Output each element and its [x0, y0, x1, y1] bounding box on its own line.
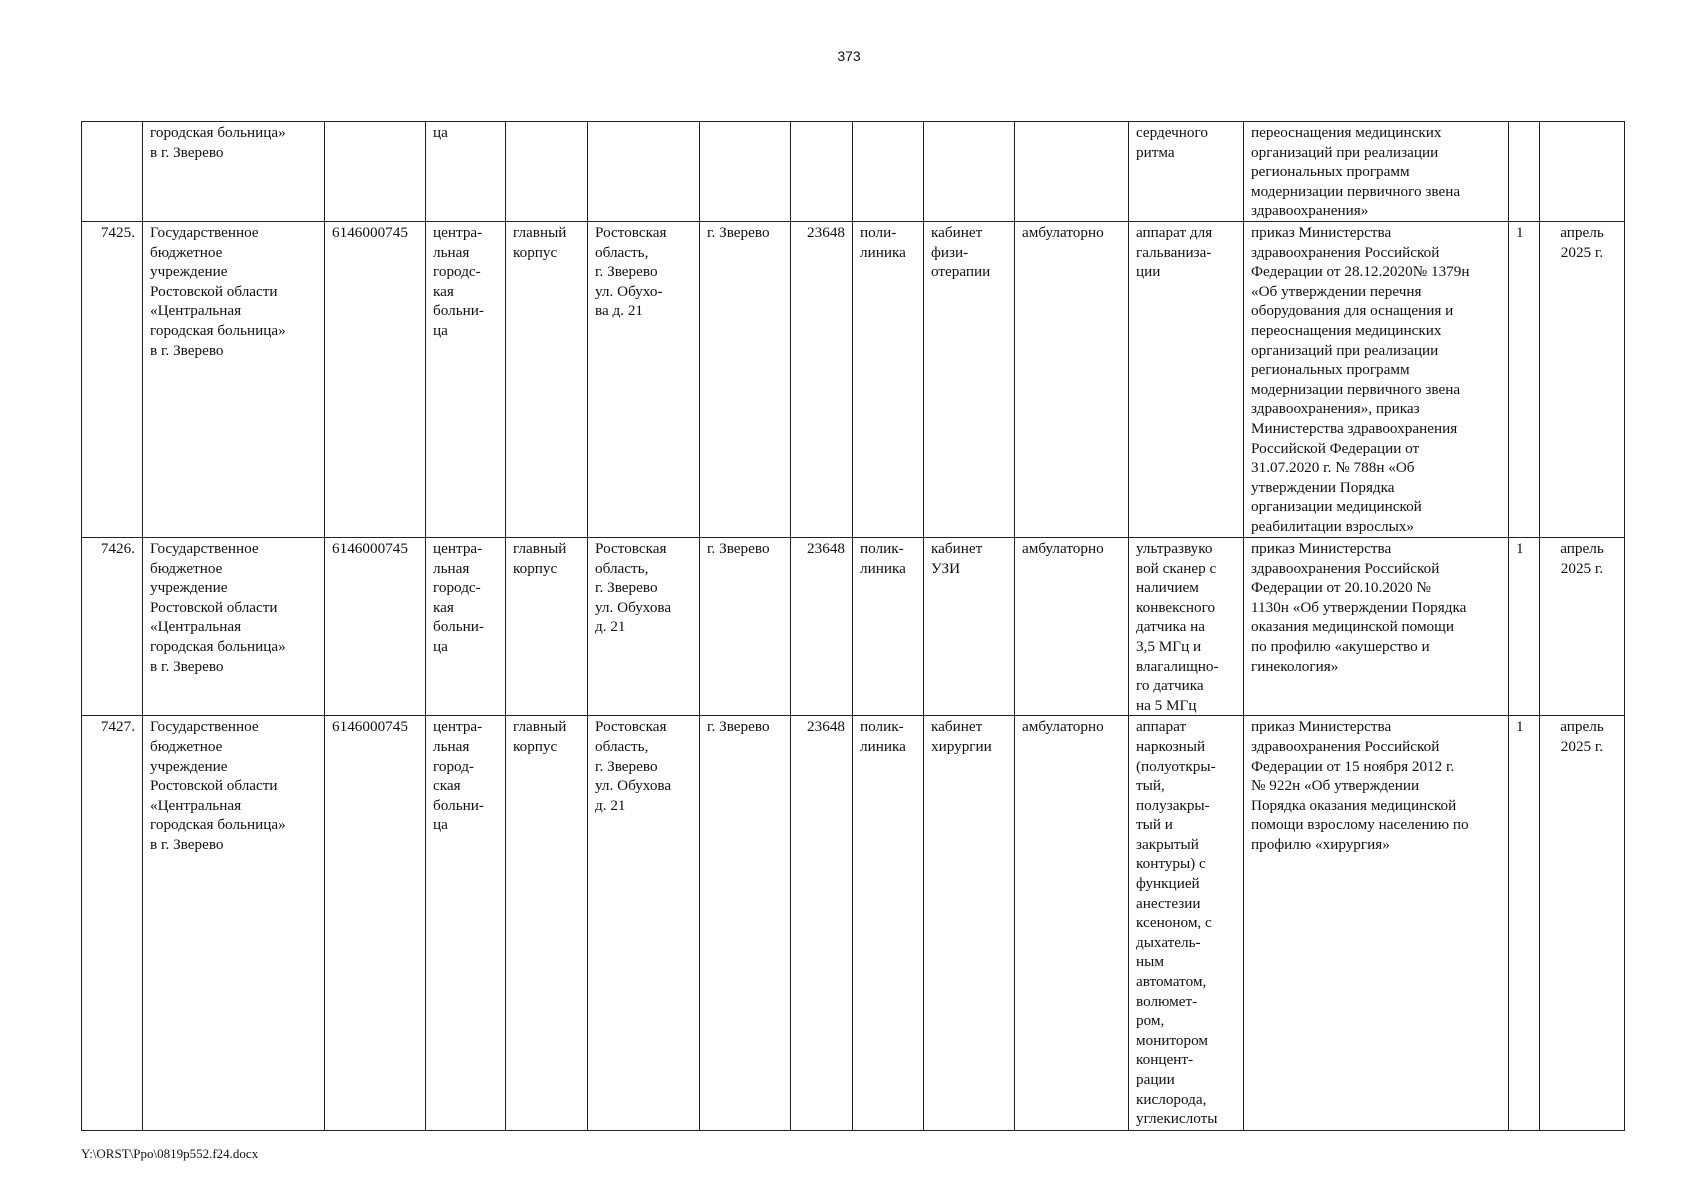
cell-legal-basis: [1244, 537, 1509, 715]
cell-date: [1540, 122, 1625, 222]
cell-line: ва д. 21: [595, 302, 644, 320]
cell-line: здравоохранения Российской: [1251, 243, 1440, 261]
cell-code: 23648: [791, 221, 853, 537]
cell-line: учреждение: [150, 757, 228, 775]
cell-inn: 6146000745: [325, 221, 426, 537]
cell-line: на 5 МГц: [1136, 696, 1197, 714]
table-body: [82, 122, 1625, 1131]
cell-line: Российской Федерации от: [1251, 439, 1420, 457]
cell-line: углекислоты: [1136, 1110, 1218, 1128]
cell-quantity: 1: [1509, 537, 1540, 715]
cell-line: концент-: [1136, 1051, 1194, 1069]
cell-line: Федерации от 28.12.2020№ 1379н: [1251, 263, 1470, 281]
cell-line: «Центральная: [150, 302, 242, 320]
cell-line: Государственное: [150, 539, 259, 557]
cell-line: учреждение: [150, 263, 228, 281]
cell-line: г. Зверево: [595, 757, 658, 775]
cell-line: г. Зверево: [595, 579, 658, 597]
cell-line: городская больница»: [150, 321, 286, 339]
cell-line: кабинет: [931, 718, 983, 736]
cell-city: г. Зверево: [700, 537, 791, 715]
cell-line: корпус: [513, 243, 558, 261]
cell-line: оказания медицинской помощи: [1251, 618, 1454, 636]
cell-line: корпус: [513, 559, 558, 577]
cell-line: «Центральная: [150, 618, 242, 636]
cell-line: утверждении Порядка: [1251, 478, 1395, 496]
cell-line: здравоохранения»: [1251, 202, 1369, 220]
cell-number: 7425.: [82, 221, 143, 537]
cell-line: область,: [595, 559, 649, 577]
cell-inn: 6146000745: [325, 716, 426, 1131]
cell-unit: [853, 221, 924, 537]
cell-line: ции: [1136, 263, 1161, 281]
cell-line: 3,5 МГц и: [1136, 637, 1202, 655]
cell-line: область,: [595, 243, 649, 261]
cell-line: городс-: [433, 579, 481, 597]
cell-line: центра-: [433, 539, 483, 557]
cell-line: дыхатель-: [1136, 933, 1201, 951]
cell-facility-type: [426, 221, 506, 537]
cell-line: рации: [1136, 1071, 1175, 1088]
cell-line: поли-: [860, 223, 897, 241]
cell-line: го датчика: [1136, 677, 1204, 695]
cell-equipment: [1129, 122, 1244, 222]
cell-line: главный: [513, 223, 567, 241]
cell-line: ным: [1136, 953, 1164, 971]
cell-facility-type: [426, 716, 506, 1131]
cell-quantity: 1: [1509, 221, 1540, 537]
cell-equipment: [1129, 537, 1244, 715]
cell-line: Государственное: [150, 718, 259, 736]
cell-address: [588, 122, 700, 222]
cell-organization: [143, 122, 325, 222]
cell-line: оборудования для оснащения и: [1251, 302, 1454, 320]
cell-line: в г. Зверево: [150, 341, 224, 359]
cell-care-mode: амбулаторно: [1015, 537, 1129, 715]
cell-address: [588, 221, 700, 537]
cell-line: ул. Обухова: [595, 598, 672, 616]
cell-line: центра-: [433, 223, 483, 241]
cell-line: гинекология»: [1251, 657, 1339, 675]
cell-date: [1540, 221, 1625, 537]
cell-number: 7426.: [82, 537, 143, 715]
cell-building: [506, 122, 588, 222]
cell-care-mode: [1015, 122, 1129, 222]
cell-line: главный: [513, 539, 567, 557]
cell-line: в г. Зверево: [150, 835, 224, 853]
cell-line: больни-: [433, 618, 484, 636]
footer-file-path: Y:\ORST\Ppo\0819p552.f24.docx: [81, 1146, 259, 1161]
cell-line: региональных программ: [1251, 361, 1410, 379]
cell-line: апрель: [1560, 223, 1604, 241]
cell-line: полузакры-: [1136, 796, 1210, 814]
cell-line: «Центральная: [150, 796, 242, 814]
cell-city: г. Зверево: [700, 716, 791, 1131]
cell-line: организации медицинской: [1251, 498, 1422, 516]
cell-equipment: [1129, 716, 1244, 1131]
cell-line: кабинет: [931, 539, 983, 557]
cell-line: «Об утверждении перечня: [1251, 282, 1422, 300]
cell-line: здравоохранения Российской: [1251, 559, 1440, 577]
cell-care-mode: амбулаторно: [1015, 716, 1129, 1131]
cell-line: бюджетное: [150, 559, 223, 577]
cell-line: 2025 г.: [1560, 559, 1604, 577]
cell-line: линика: [860, 737, 906, 755]
cell-line: ул. Обухова: [595, 777, 672, 795]
cell-room: [924, 537, 1015, 715]
cell-line: городская больница»: [150, 816, 286, 834]
cell-line: Ростовская: [595, 223, 667, 241]
cell-line: автоматом,: [1136, 973, 1207, 991]
cell-care-mode: амбулаторно: [1015, 221, 1129, 537]
cell-line: здравоохранения Российской: [1251, 737, 1440, 755]
cell-unit: [853, 716, 924, 1131]
cell-line: (полуоткры-: [1136, 757, 1216, 775]
cell-line: кабинет: [931, 223, 983, 241]
cell-number: 7427.: [82, 716, 143, 1131]
cell-line: организаций при реализации: [1251, 341, 1439, 359]
cell-line: физи-: [931, 243, 969, 261]
cell-line: реабилитации взрослых»: [1251, 517, 1415, 535]
cell-line: датчика на: [1136, 618, 1206, 636]
cell-code: 23648: [791, 716, 853, 1131]
cell-line: в г. Зверево: [150, 657, 224, 675]
cell-address: [588, 537, 700, 715]
cell-line: ксеноном, с: [1136, 914, 1212, 932]
table-row: [82, 716, 1625, 1131]
cell-line: аппарат для: [1136, 223, 1213, 241]
cell-line: влагалищно-: [1136, 657, 1219, 675]
cell-line: городская больница»: [150, 124, 286, 141]
cell-line: Ростовской области: [150, 282, 278, 300]
cell-quantity: 1: [1509, 716, 1540, 1131]
cell-line: анестезии: [1136, 894, 1201, 912]
cell-line: городская больница»: [150, 637, 286, 655]
cell-building: [506, 537, 588, 715]
cell-line: приказ Министерства: [1251, 223, 1392, 241]
cell-organization: [143, 221, 325, 537]
cell-line: переоснащения медицинских: [1251, 124, 1442, 141]
cell-line: Ростовской области: [150, 777, 278, 795]
cell-line: Ростовская: [595, 718, 667, 736]
cell-line: УЗИ: [931, 559, 961, 577]
cell-line: ритма: [1136, 143, 1175, 161]
table-row: [82, 122, 1625, 222]
cell-room: [924, 221, 1015, 537]
cell-equipment: [1129, 221, 1244, 537]
cell-facility-type: [426, 122, 506, 222]
cell-unit: [853, 537, 924, 715]
cell-line: учреждение: [150, 579, 228, 597]
cell-code: 23648: [791, 537, 853, 715]
cell-line: город-: [433, 757, 474, 775]
cell-line: полик-: [860, 718, 904, 736]
cell-line: Ростовской области: [150, 598, 278, 616]
cell-line: центра-: [433, 718, 483, 736]
cell-line: главный: [513, 718, 567, 736]
cell-line: хирургии: [931, 737, 992, 755]
cell-facility-type: [426, 537, 506, 715]
cell-line: кая: [433, 282, 454, 300]
cell-line: 1130н «Об утверждении Порядка: [1251, 598, 1467, 616]
cell-line: больни-: [433, 302, 484, 320]
cell-address: [588, 716, 700, 1131]
cell-line: полик-: [860, 539, 904, 557]
cell-line: модернизации первичного звена: [1251, 380, 1461, 398]
cell-line: контуры) с: [1136, 855, 1206, 873]
cell-line: г. Зверево: [595, 263, 658, 281]
cell-line: профилю «хирургия»: [1251, 835, 1390, 853]
cell-line: закрытый: [1136, 835, 1199, 853]
cell-line: сердечного: [1136, 124, 1208, 141]
table-row: [82, 537, 1625, 715]
cell-line: льная: [433, 559, 470, 577]
cell-line: наличием: [1136, 579, 1199, 597]
cell-line: бюджетное: [150, 737, 223, 755]
cell-line: линика: [860, 559, 906, 577]
cell-line: городс-: [433, 263, 481, 281]
cell-organization: [143, 716, 325, 1131]
cell-line: апрель: [1560, 539, 1604, 557]
cell-line: ца: [433, 637, 448, 655]
cell-line: льная: [433, 737, 470, 755]
cell-line: функцией: [1136, 875, 1200, 893]
cell-line: Министерства здравоохранения: [1251, 419, 1458, 437]
cell-line: ультразвуко: [1136, 539, 1213, 557]
cell-line: Порядка оказания медицинской: [1251, 796, 1457, 814]
cell-line: ул. Обухо-: [595, 282, 663, 300]
cell-line: модернизации первичного звена: [1251, 182, 1461, 200]
cell-line: ром,: [1136, 1012, 1165, 1030]
cell-room: [924, 122, 1015, 222]
cell-line: региональных программ: [1251, 163, 1410, 181]
cell-line: здравоохранения», приказ: [1251, 400, 1420, 418]
cell-line: область,: [595, 737, 649, 755]
cell-building: [506, 221, 588, 537]
cell-organization: [143, 537, 325, 715]
cell-line: монитором: [1136, 1031, 1208, 1049]
cell-line: тый,: [1136, 777, 1165, 795]
cell-line: аппарат: [1136, 718, 1187, 736]
cell-line: 2025 г.: [1560, 737, 1604, 755]
cell-city: [700, 122, 791, 222]
cell-line: гальваниза-: [1136, 243, 1212, 261]
cell-legal-basis: [1244, 221, 1509, 537]
cell-legal-basis: [1244, 122, 1509, 222]
cell-code: [791, 122, 853, 222]
cell-quantity: [1509, 122, 1540, 222]
cell-line: по профилю «акушерство и: [1251, 637, 1430, 655]
cell-line: д. 21: [595, 618, 626, 636]
cell-line: апрель: [1560, 718, 1604, 736]
cell-line: ца: [433, 124, 448, 141]
cell-line: льная: [433, 243, 470, 261]
cell-city: г. Зверево: [700, 221, 791, 537]
cell-line: Государственное: [150, 223, 259, 241]
cell-line: кая: [433, 598, 454, 616]
cell-line: ца: [433, 816, 448, 834]
cell-line: 31.07.2020 г. № 788н «Об: [1251, 459, 1415, 477]
cell-building: [506, 716, 588, 1131]
cell-line: переоснащения медицинских: [1251, 321, 1442, 339]
cell-line: бюджетное: [150, 243, 223, 261]
cell-unit: [853, 122, 924, 222]
cell-room: [924, 716, 1015, 1131]
cell-line: Федерации от 15 ноября 2012 г.: [1251, 757, 1455, 775]
equipment-registry-table: [81, 121, 1625, 1131]
cell-line: отерапии: [931, 263, 991, 281]
cell-line: вой сканер с: [1136, 559, 1217, 577]
cell-legal-basis: [1244, 716, 1509, 1131]
cell-line: корпус: [513, 737, 558, 755]
cell-line: Ростовская: [595, 539, 667, 557]
cell-line: больни-: [433, 796, 484, 814]
cell-line: помощи взрослому населению по: [1251, 816, 1469, 834]
cell-line: ская: [433, 777, 461, 795]
cell-line: приказ Министерства: [1251, 718, 1392, 736]
cell-number: [82, 122, 143, 222]
cell-inn: [325, 122, 426, 222]
cell-line: д. 21: [595, 796, 626, 814]
cell-line: волюмет-: [1136, 992, 1198, 1010]
cell-line: наркозный: [1136, 737, 1206, 755]
cell-line: 2025 г.: [1560, 243, 1604, 261]
cell-line: тый и: [1136, 816, 1173, 834]
table-row: [82, 221, 1625, 537]
cell-line: конвексного: [1136, 598, 1216, 616]
cell-line: организаций при реализации: [1251, 143, 1439, 161]
cell-date: [1540, 716, 1625, 1131]
cell-line: в г. Зверево: [150, 143, 224, 161]
cell-line: кислорода,: [1136, 1090, 1207, 1108]
cell-line: Федерации от 20.10.2020 №: [1251, 579, 1431, 597]
page-number: 373: [837, 48, 861, 64]
cell-line: ца: [433, 321, 448, 339]
cell-inn: 6146000745: [325, 537, 426, 715]
cell-line: линика: [860, 243, 906, 261]
cell-line: приказ Министерства: [1251, 539, 1392, 557]
cell-date: [1540, 537, 1625, 715]
cell-line: № 922н «Об утверждении: [1251, 777, 1420, 795]
